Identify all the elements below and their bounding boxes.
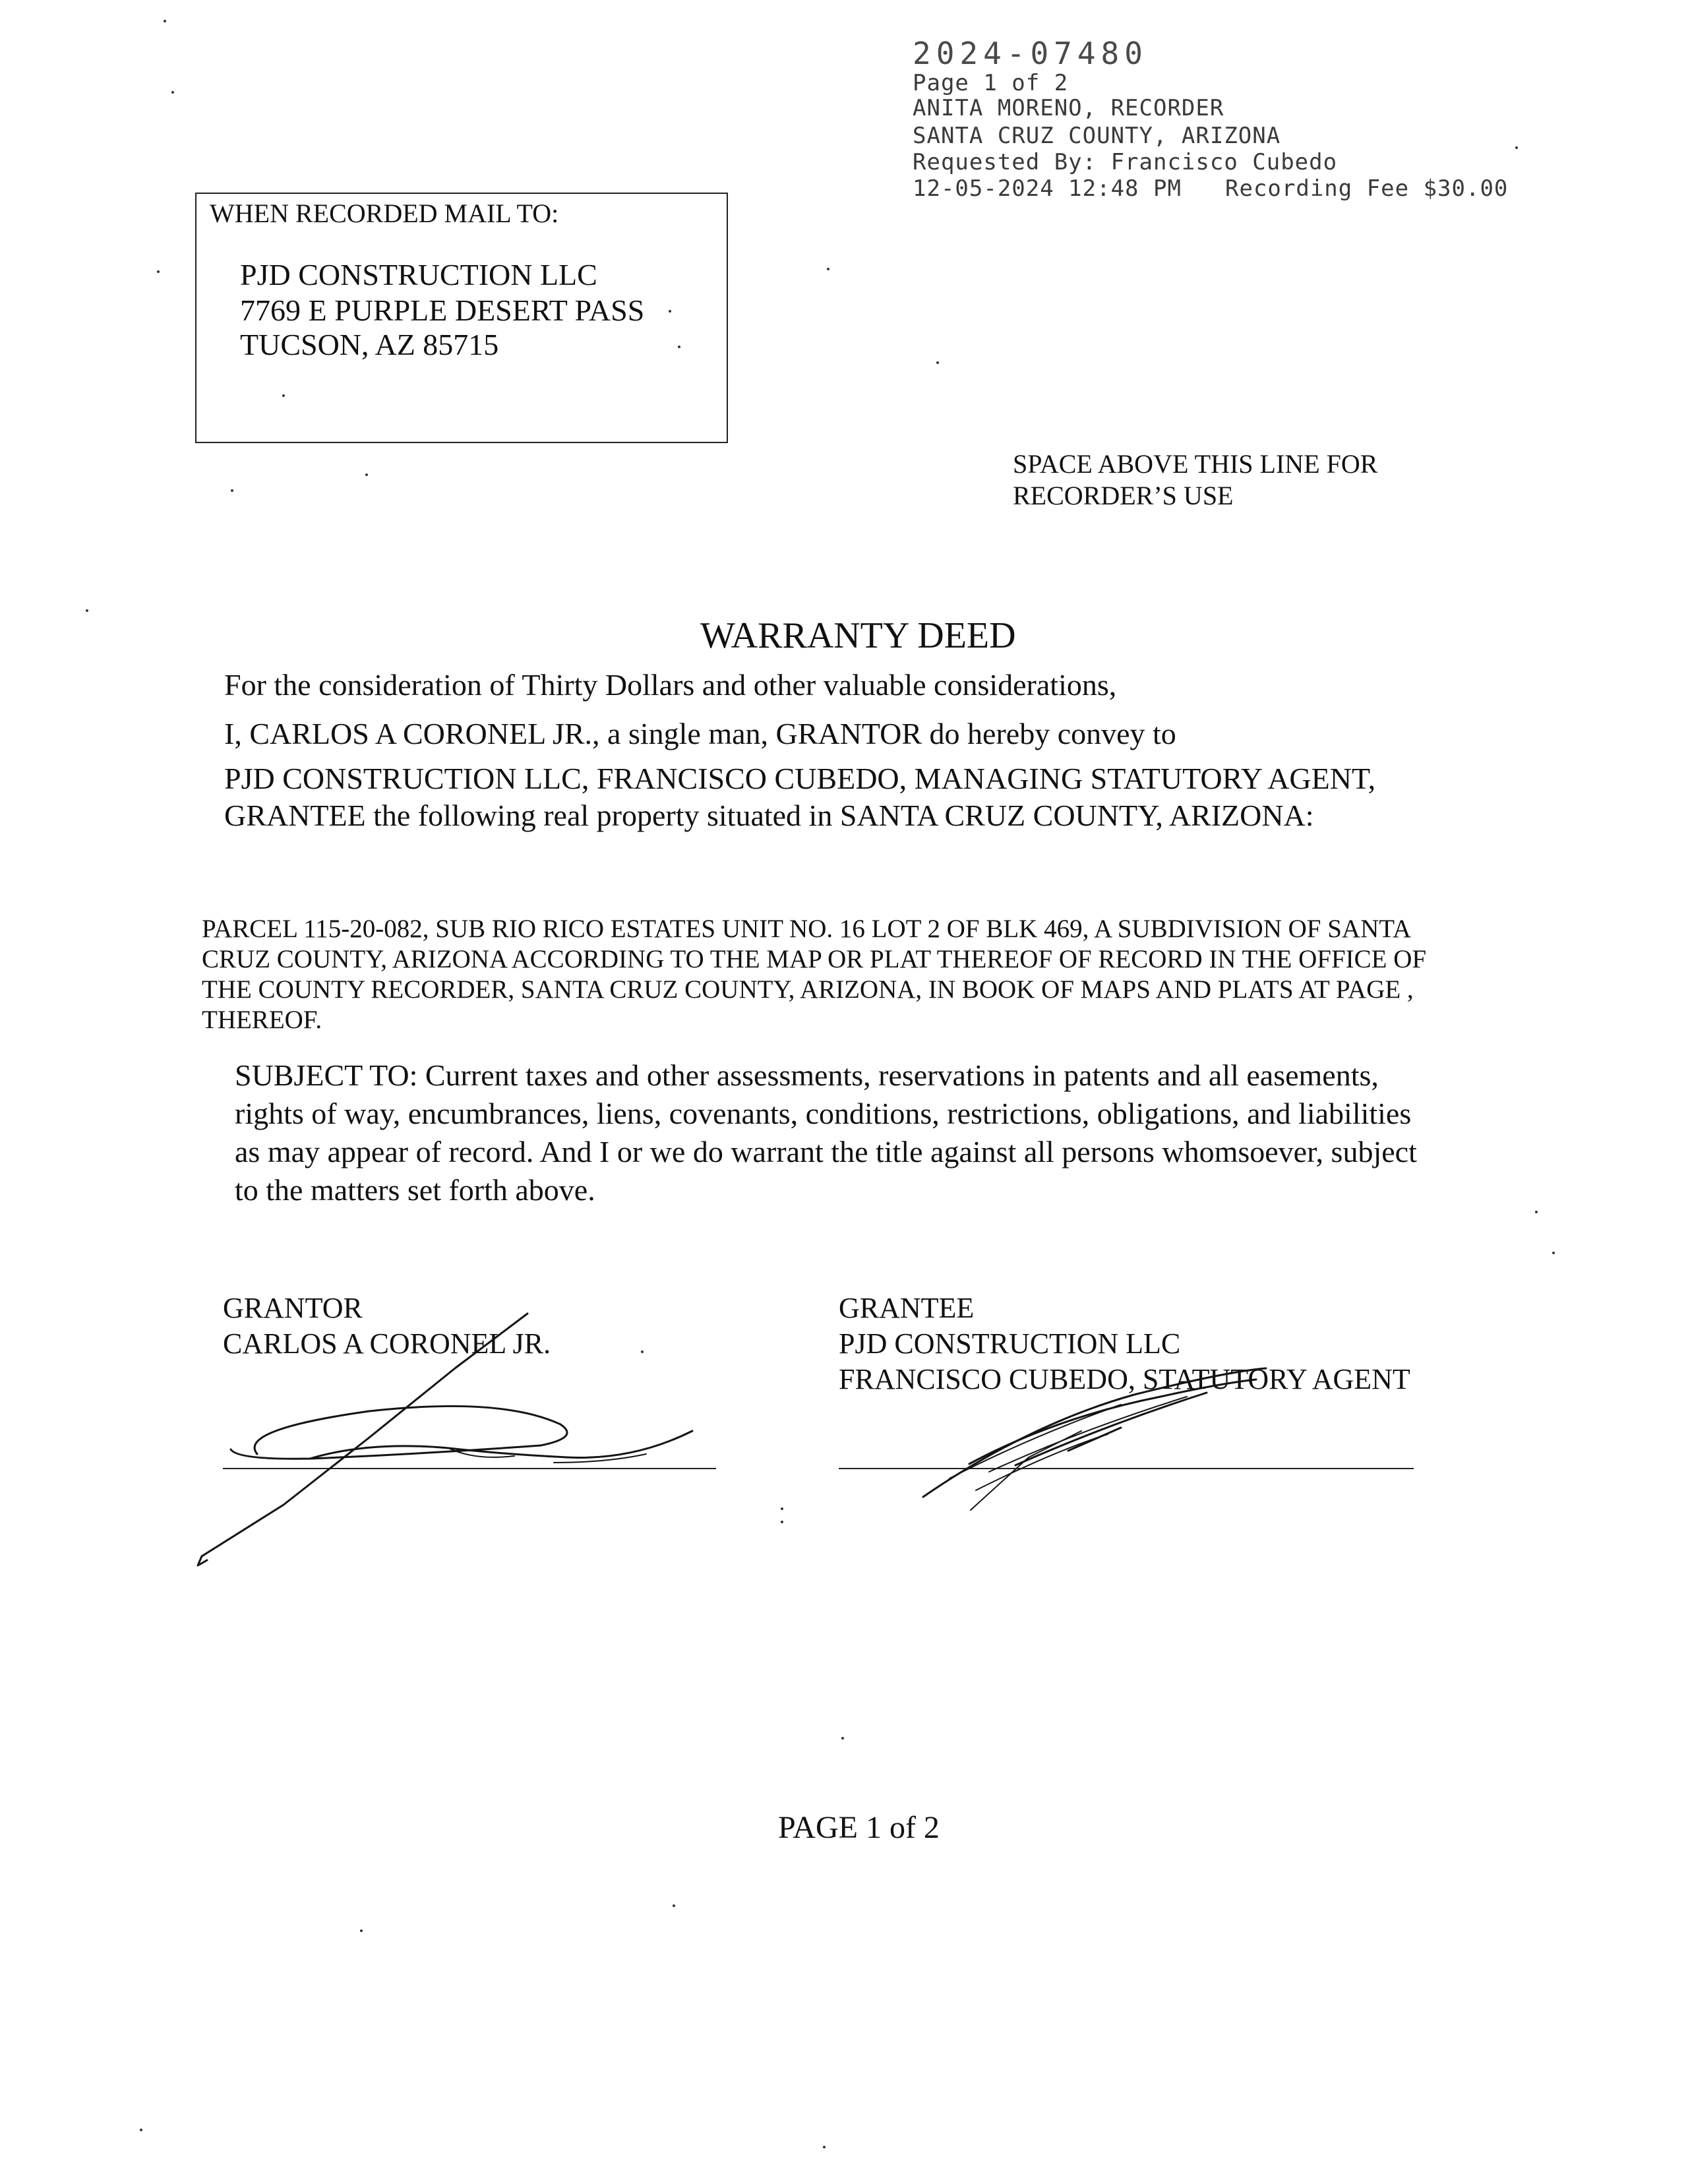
recorder-name: ANITA MORENO, RECORDER [913, 95, 1224, 121]
requested-by: Requested By: Francisco Cubedo [913, 149, 1338, 175]
mail-to-name: PJD CONSTRUCTION LLC [240, 258, 597, 291]
recorder-space-line1: SPACE ABOVE THIS LINE FOR [1013, 449, 1378, 479]
consideration-text: For the consideration of Thirty Dollars and other valuable considerations, [224, 668, 1117, 702]
mail-to-street: 7769 E PURPLE DESERT PASS [240, 293, 645, 327]
grantee-agent: FRANCISCO CUBEDO, STATUTORY AGENT [839, 1363, 1410, 1395]
recorder-space-line2: RECORDER’S USE [1013, 481, 1234, 510]
subject-to-line: as may appear of record. And I or we do warrant the title against all persons whomsoever, subject [235, 1135, 1417, 1168]
recording-number: 2024-07480 [913, 36, 1148, 71]
grantee-label: GRANTEE [839, 1292, 975, 1324]
legal-description-line: THEREOF. [202, 1006, 322, 1034]
recorder-county: SANTA CRUZ COUNTY, ARIZONA [913, 123, 1281, 149]
recording-date-time: 12-05-2024 12:48 PM [913, 175, 1182, 202]
mail-to-box [195, 193, 728, 443]
legal-description-line: CRUZ COUNTY, ARIZONA ACCORDING TO THE MAP OR PLAT THEREOF OF RECORD IN THE OFFICE OF [202, 945, 1427, 973]
legal-description-line: PARCEL 115-20-082, SUB RIO RICO ESTATES UNIT NO. 16 LOT 2 OF BLK 469, A SUBDIVISION OF SANTA [202, 915, 1412, 943]
property-clause: GRANTEE the following real property situated in SANTA CRUZ COUNTY, ARIZONA: [224, 799, 1314, 832]
recording-fee: Recording Fee $30.00 [1225, 175, 1509, 202]
grantor-label: GRANTOR [223, 1292, 363, 1324]
legal-description-line: THE COUNTY RECORDER, SANTA CRUZ COUNTY, ARIZONA, IN BOOK OF MAPS AND PLATS AT PAGE , [202, 975, 1414, 1004]
subject-to-line: SUBJECT TO: Current taxes and other assessments, reservations in patents and all easements, [235, 1058, 1379, 1092]
recording-page: Page 1 of 2 [913, 70, 1069, 96]
page-number: PAGE 1 of 2 [778, 1810, 940, 1845]
deed-title: WARRANTY DEED [700, 615, 1016, 656]
subject-to-line: rights of way, encumbrances, liens, covenants, conditions, restrictions, obligations, and liabilities [235, 1097, 1412, 1130]
mail-to-city: TUCSON, AZ 85715 [240, 328, 499, 361]
mail-to-label: WHEN RECORDED MAIL TO: [210, 198, 559, 228]
grantor-signature-line [223, 1468, 716, 1469]
grantee-clause: PJD CONSTRUCTION LLC, FRANCISCO CUBEDO, MANAGING STATUTORY AGENT, [224, 762, 1376, 795]
grantee-signature-line [839, 1468, 1414, 1469]
grantor-name: CARLOS A CORONEL JR. [223, 1327, 551, 1360]
grantor-clause: I, CARLOS A CORONEL JR., a single man, GRANTOR do hereby convey to [224, 717, 1176, 750]
grantee-company: PJD CONSTRUCTION LLC [839, 1327, 1181, 1360]
subject-to-line: to the matters set forth above. [235, 1173, 595, 1207]
